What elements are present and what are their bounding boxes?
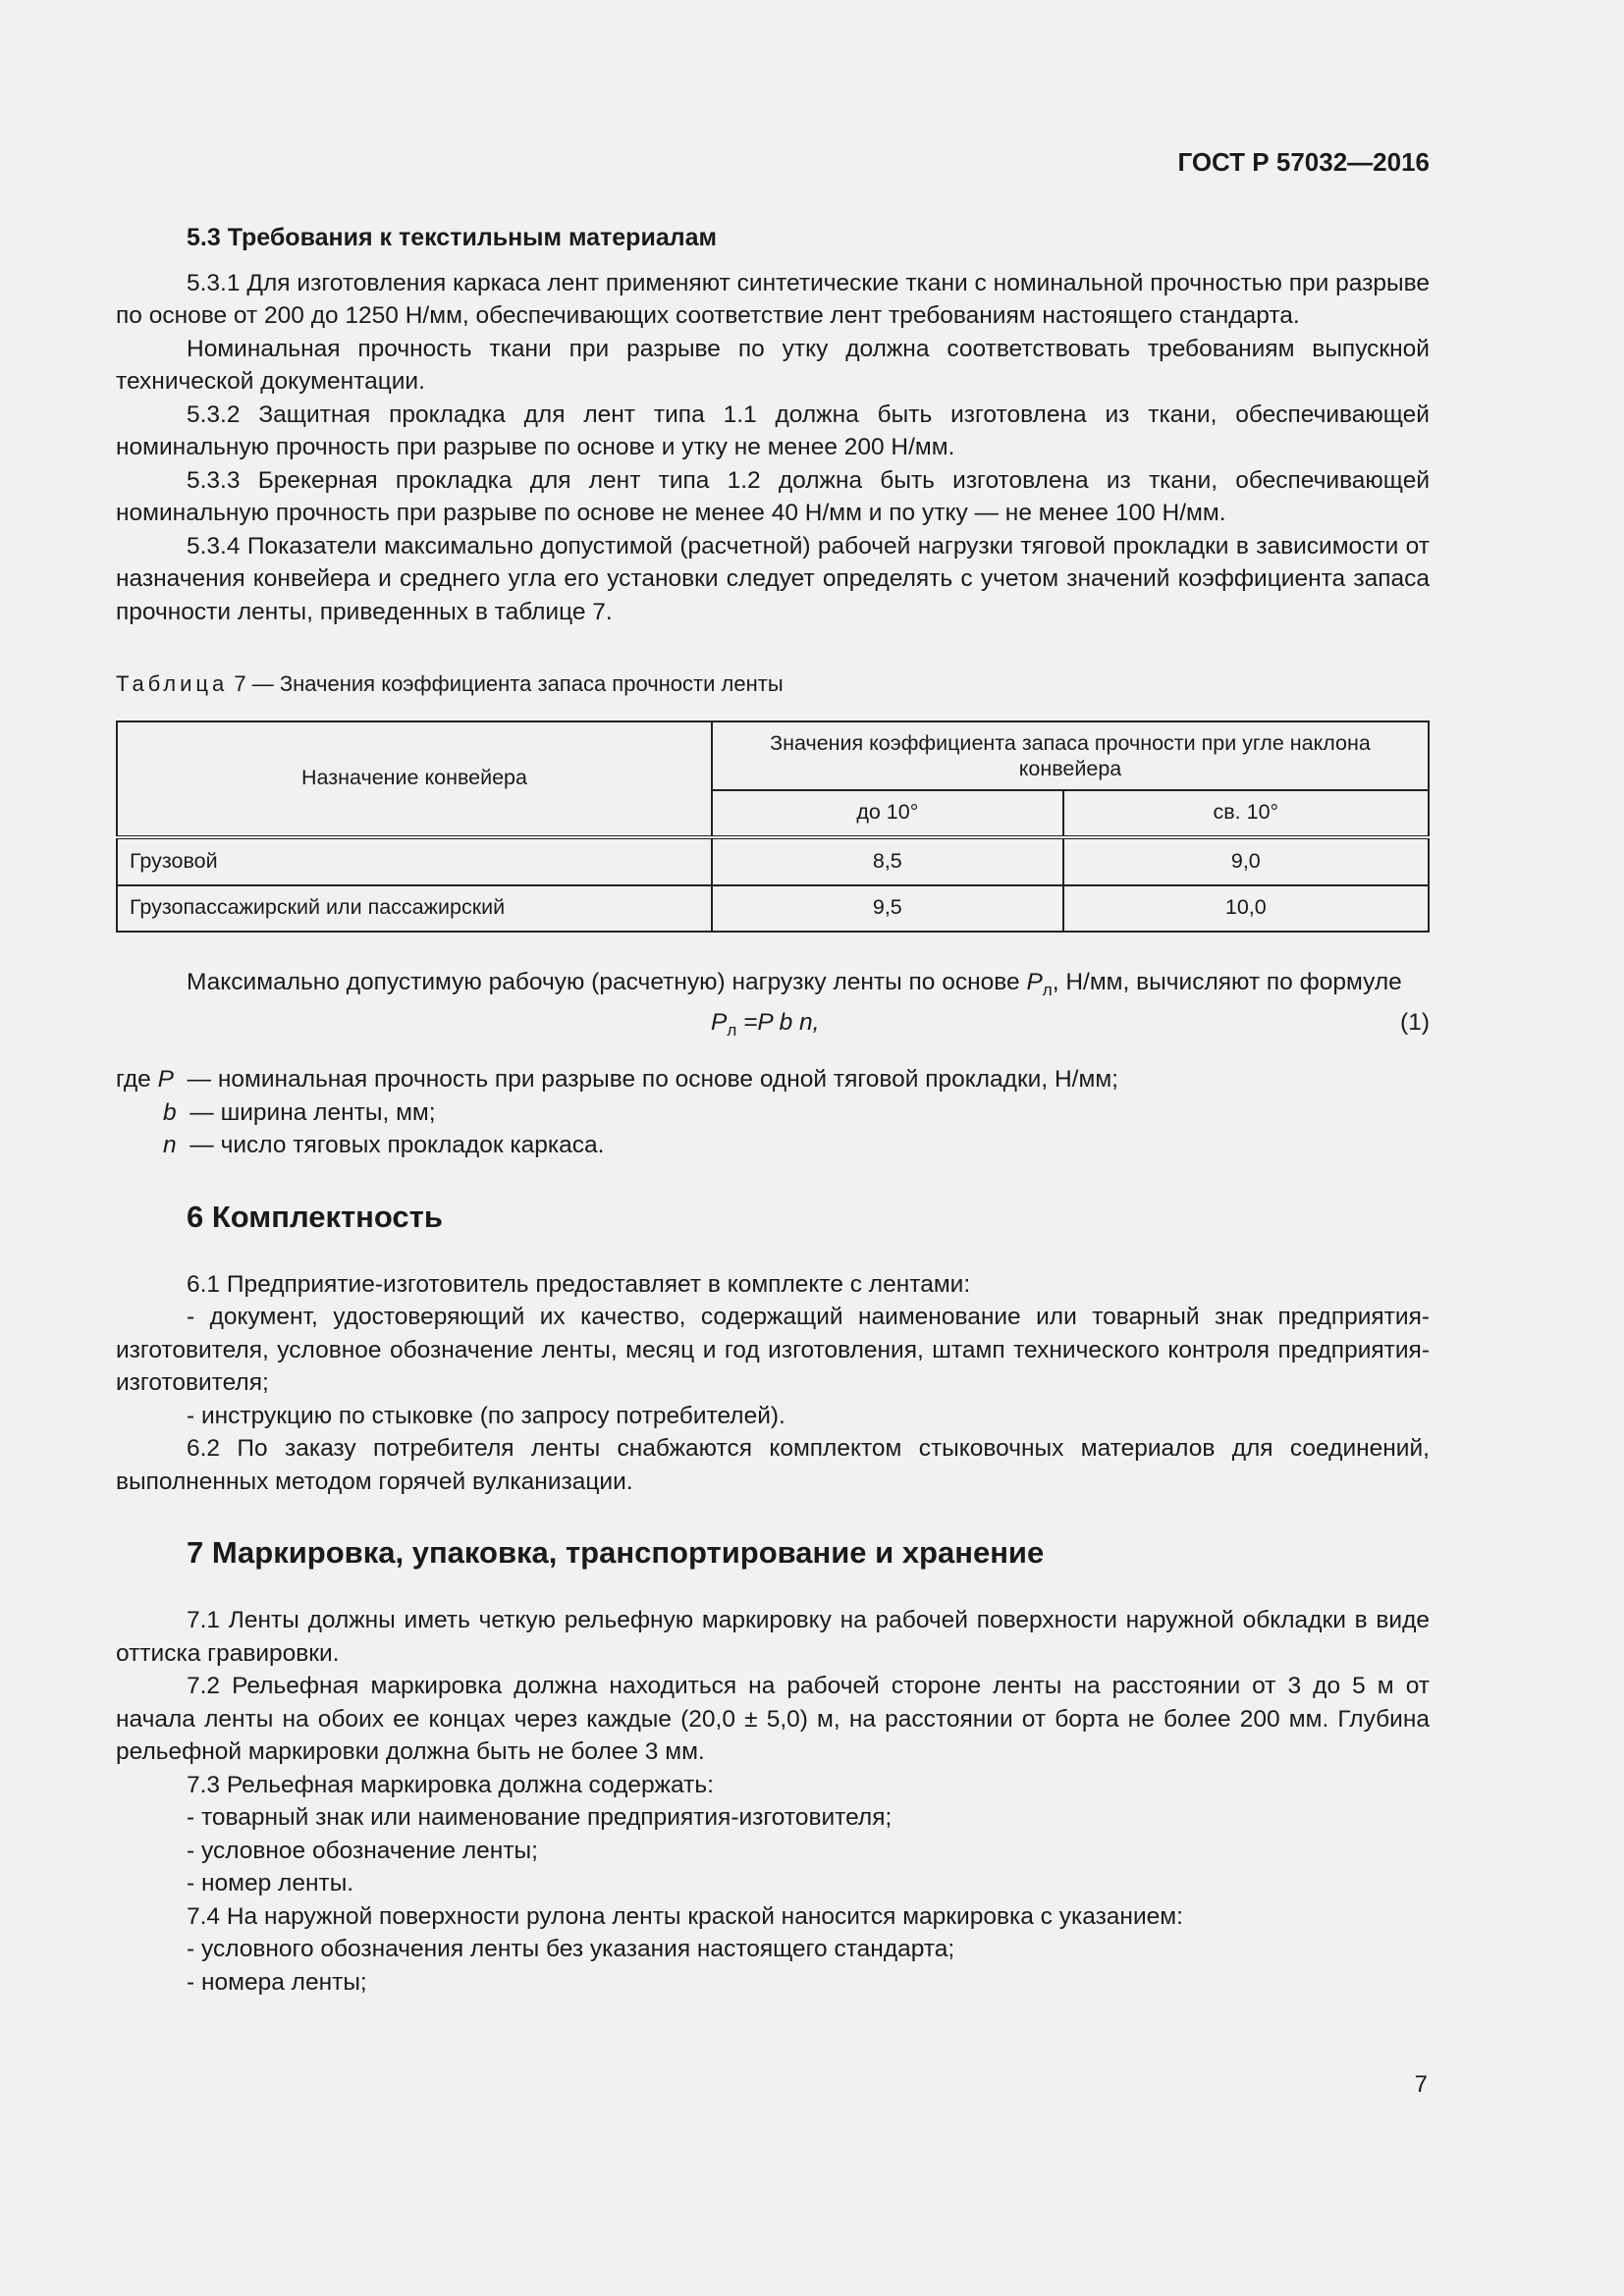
paragraph: Номинальная прочность ткани при разрыве по утку должна соответствовать требованиям выпускной технической документации. xyxy=(116,335,1430,395)
definition-text: — число тяговых прокладок каркаса. xyxy=(189,1132,605,1158)
table-row xyxy=(117,837,1429,885)
table-cell-upto: 9,5 xyxy=(712,885,1063,932)
variable-definitions xyxy=(116,1063,1430,1162)
formula-1 xyxy=(116,1006,1430,1045)
safety-factor-table xyxy=(116,721,1430,933)
table-cell-over: 10,0 xyxy=(1063,885,1429,932)
section-6-title: 6 Комплектность xyxy=(187,1199,443,1234)
formula-lhs-subscript: л xyxy=(727,1021,737,1040)
paragraph: 5.3.1 Для изготовления каркаса лент применяют синтетические ткани с номинальной прочностью при разрыве по основе от 200 до 1250 Н/мм, обеспечивающих соответствие лент требованиям настоящего стандарта. xyxy=(116,269,1430,329)
formula-expression xyxy=(711,1006,819,1047)
paragraph: 5.3.2 Защитная прокладка для лент типа 1.1 должна быть изготовлена из ткани, обеспечивающей номинальную прочность при разрыве по основе и утку не менее 200 Н/мм. xyxy=(116,400,1430,460)
table-cell-upto: 8,5 xyxy=(712,837,1063,885)
definition-text: — ширина ленты, мм; xyxy=(189,1098,436,1126)
paragraph: 5.3.3 Брекерная прокладка для лент типа 1.2 должна быть изготовлена из ткани, обеспечивающей номинальную прочность при разрыве по основе не менее 40 Н/мм и по утку — не менее 100 Н/мм. xyxy=(116,466,1430,526)
page-number: 7 xyxy=(1414,2071,1428,2098)
definition-row xyxy=(116,1096,1430,1130)
table-header-over-10: св. 10° xyxy=(1063,790,1429,837)
paragraph: 7.2 Рельефная маркировка должна находиться на рабочей стороне ленты на расстоянии от 3 до 5 м от начала ленты на обоих ее концах через каждые (20,0 ± 5,0) м, на расстоянии от борта не более 200 мм. Глубина рельефной маркировки должна быть не более 3 мм. xyxy=(116,1673,1430,1765)
formula-number: (1) xyxy=(1400,1009,1430,1036)
formula-rhs: =P b n, xyxy=(736,1009,820,1036)
paragraph: 6.1 Предприятие-изготовитель предоставляет в комплекте с лентами: xyxy=(187,1270,971,1298)
section-7-title: 7 Маркировка, упаковка, транспортирование и хранение xyxy=(187,1535,1045,1570)
definition-text: — номинальная прочность при разрыве по основе одной тяговой прокладки, Н/мм; xyxy=(187,1066,1118,1093)
table-caption-word: Таблица xyxy=(116,671,229,696)
table-header-purpose: Назначение конвейера xyxy=(117,721,712,837)
paragraph: - номера ленты; xyxy=(187,1968,367,1996)
definition-symbol: P xyxy=(157,1066,174,1093)
table-cell-over: 9,0 xyxy=(1063,837,1429,885)
formula-intro xyxy=(116,966,1430,1007)
formula-intro-text: Максимально допустимую рабочую (расчетную) нагрузку ленты по основе xyxy=(187,968,1027,995)
load-symbol-subscript: л xyxy=(1042,980,1053,999)
definition-symbol: n xyxy=(163,1132,177,1158)
table-header-values: Значения коэффициента запаса прочности при угле наклона конвейера xyxy=(712,721,1429,790)
paragraph: - номер ленты. xyxy=(187,1870,354,1896)
paragraph: 6.2 По заказу потребителя ленты снабжаются комплектом стыковочных материалов для соединений, выполненных методом горячей вулканизации. xyxy=(116,1435,1430,1495)
paragraph: 5.3.4 Показатели максимально допустимой (расчетной) рабочей нагрузки тяговой прокладки в зависимости от назначения конвейера и среднего угла его установки следует определять с учетом значений коэффициента запаса прочности ленты, приведенных в таблице 7. xyxy=(116,532,1430,625)
page-content xyxy=(116,222,1430,1999)
paragraph: 7.4 На наружной поверхности рулона ленты краской наносится маркировка с указанием: xyxy=(187,1902,1183,1930)
paragraph: - инструкцию по стыковке (по запросу потребителей). xyxy=(187,1402,785,1429)
table-caption xyxy=(116,667,1430,701)
standard-designation: ГОСТ Р 57032—2016 xyxy=(1177,147,1430,177)
section-5-3-title: 5.3 Требования к текстильным материалам xyxy=(187,224,718,251)
table-caption-text: 7 — Значения коэффициента запаса прочности ленты xyxy=(234,671,784,696)
paragraph: 7.1 Ленты должны иметь четкую рельефную маркировку на рабочей поверхности наружной обкладки в виде оттиска гравировки. xyxy=(116,1607,1430,1667)
paragraph: 7.3 Рельефная маркировка должна содержать: xyxy=(187,1771,714,1798)
load-symbol: P xyxy=(1026,968,1043,995)
paragraph: - товарный знак или наименование предприятия-изготовителя; xyxy=(187,1804,893,1831)
formula-lhs: P xyxy=(711,1009,728,1036)
paragraph: - условное обозначение ленты; xyxy=(187,1837,538,1864)
paragraph: - условного обозначения ленты без указания настоящего стандарта; xyxy=(187,1936,955,1962)
table-header-upto-10: до 10° xyxy=(712,790,1063,837)
definition-symbol: b xyxy=(163,1098,177,1126)
table-cell-purpose: Грузопассажирский или пассажирский xyxy=(117,885,712,932)
paragraph: - документ, удостоверяющий их качество, содержащий наименование или товарный знак предприятия-изготовителя, условное обозначение ленты, месяц и год изготовления, штамп технического контроля предприятия-изготовителя; xyxy=(116,1304,1430,1396)
formula-intro-text-end: , Н/мм, вычисляют по формуле xyxy=(1052,968,1402,995)
definition-row xyxy=(116,1063,1430,1096)
where-word: где xyxy=(116,1066,151,1093)
table-row xyxy=(117,885,1429,932)
definition-row xyxy=(116,1129,1430,1162)
table-cell-purpose: Грузовой xyxy=(117,837,712,885)
